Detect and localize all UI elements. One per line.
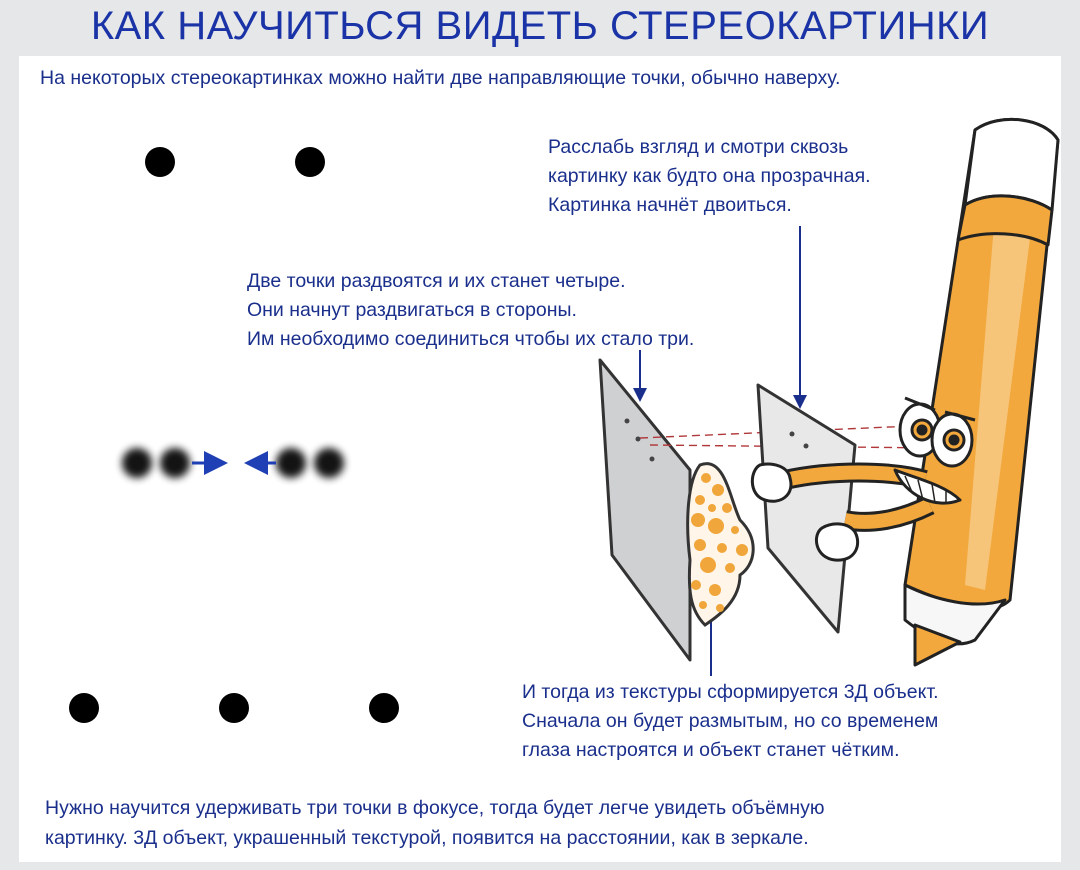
bottom-instruction: Нужно научится удерживать три точки в фокусе, тогда будет легче увидеть объёмную картинку. 3Д объект, украшенный текстурой, появится на расстоянии, как в зеркале.	[45, 797, 825, 849]
relax-instruction: Расслабь взгляд и смотри сквозь картинку как будто она прозрачная. Картинка начнёт двоиться.	[548, 136, 871, 216]
intro-text: На некоторых стереокартинках можно найти две направляющие точки, обычно наверху.	[40, 67, 841, 89]
3d-object-texture	[688, 464, 754, 625]
stereogram-sheet-back	[600, 360, 690, 660]
doubling-instruction: Две точки раздвоятся и их станет четыре. Они начнут раздвигаться в стороны. Им необходимо соединиться чтобы их стало три.	[247, 270, 695, 350]
object-instruction: И тогда из текстуры сформируется 3Д объект. Сначала он будет размытым, но со временем глаза настроятся и объект станет чётким.	[522, 681, 939, 761]
page-title: КАК НАУЧИТЬСЯ ВИДЕТЬ СТЕРЕОКАРТИНКИ	[90, 4, 990, 48]
transparent-sheet-front	[758, 385, 855, 632]
